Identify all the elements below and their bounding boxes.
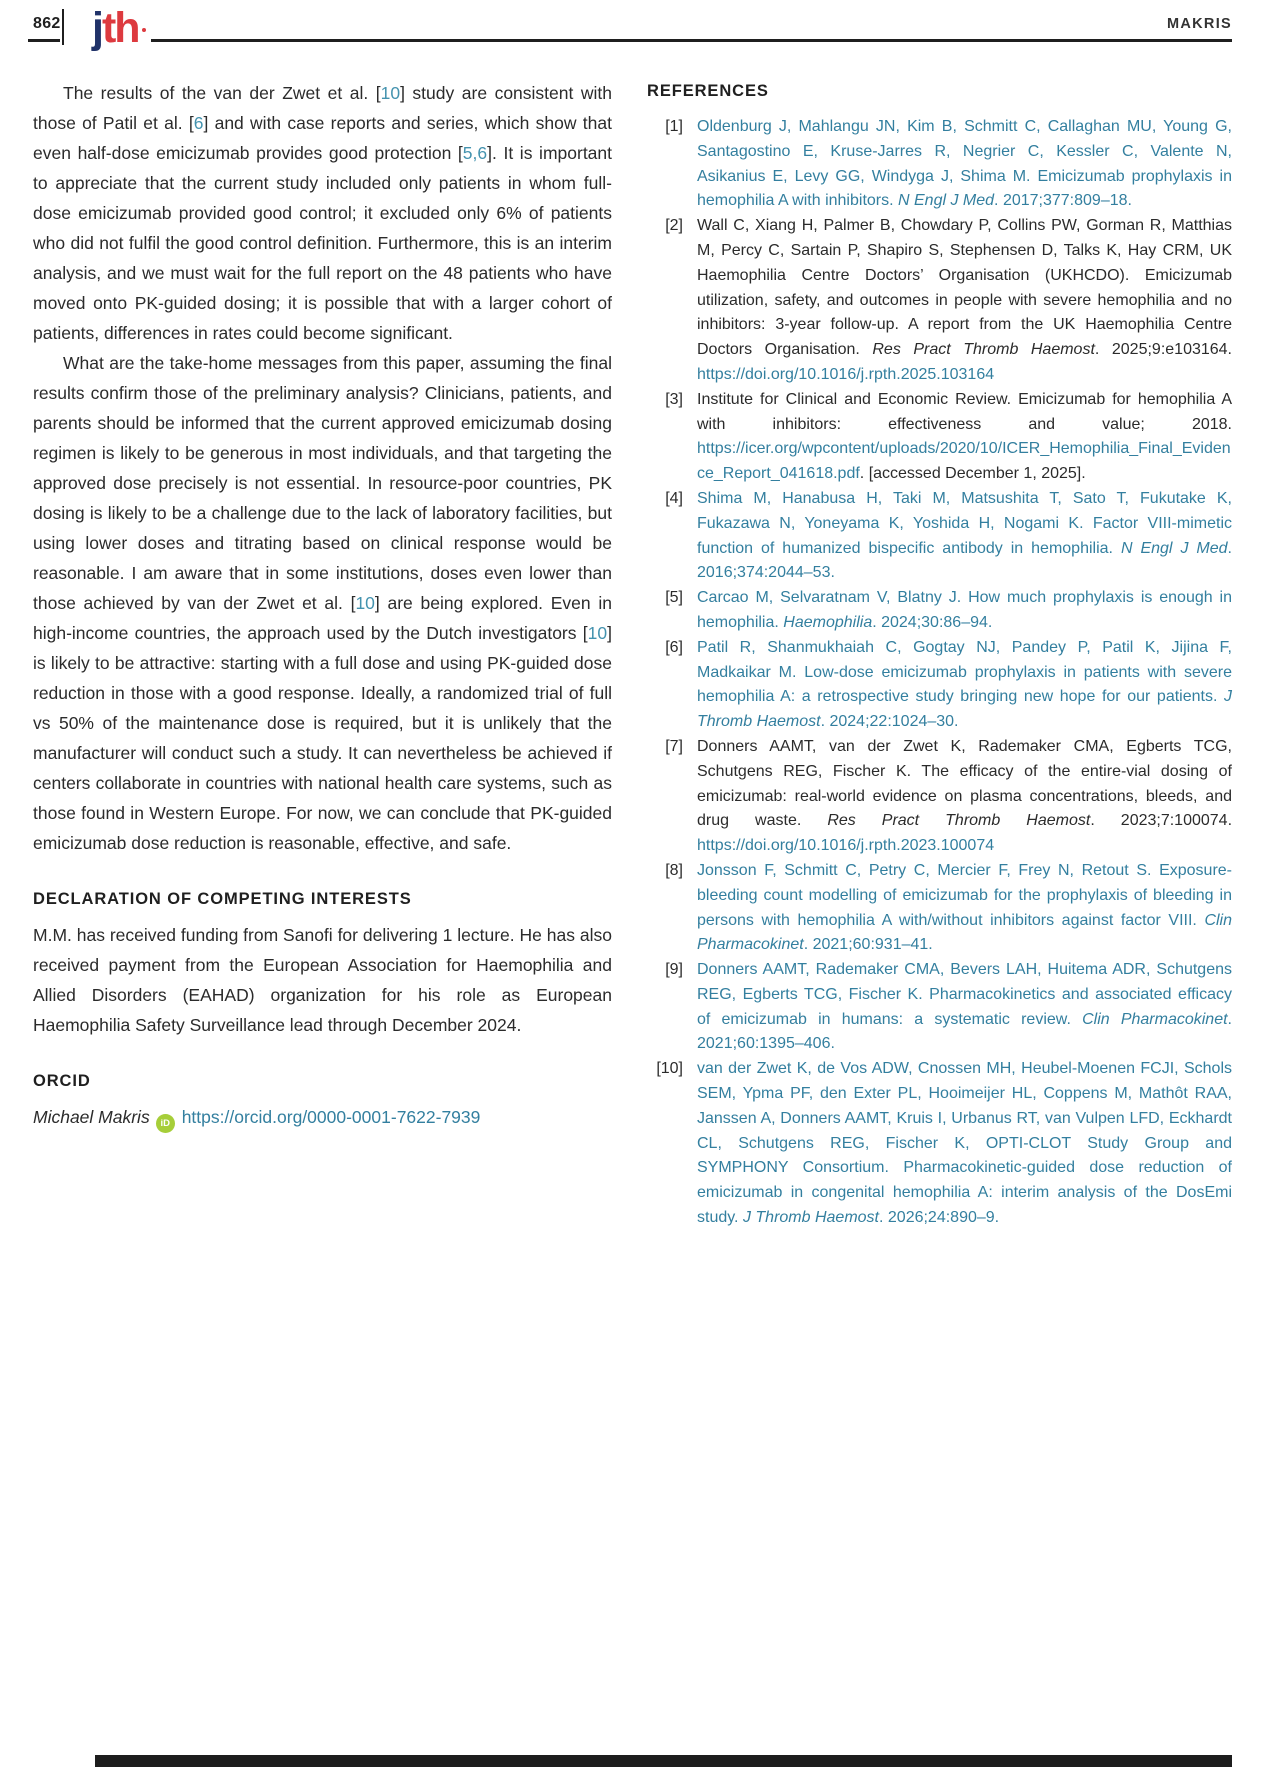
reference-text <box>697 958 1232 1057</box>
link-text[interactable]: J Thromb Haemost <box>697 688 1232 731</box>
link-text[interactable]: 5,6 <box>462 143 488 163</box>
reference-text <box>697 115 1232 214</box>
reference-item <box>647 586 1232 636</box>
text-segment: . [accessed December 1, 2025]. <box>859 465 1086 483</box>
reference-text <box>697 487 1232 586</box>
link-text[interactable]: . 2024;22:1024–30. <box>820 713 959 731</box>
text-segment: . 2023;7:100074. <box>1090 812 1233 830</box>
link-text[interactable]: Carcao M, Selvaratnam V, Blatny J. How much prophylaxis is enough in hemophilia. <box>697 589 1232 631</box>
reference-number: [9] <box>665 961 683 979</box>
page-number: 862 <box>33 15 61 32</box>
reference-text <box>697 859 1232 958</box>
reference-text <box>697 636 1232 735</box>
reference-text <box>697 586 1232 636</box>
link-text[interactable]: 10 <box>587 623 608 643</box>
references-column <box>647 80 1232 1231</box>
author-name: Michael Makris <box>33 1107 150 1127</box>
link-text[interactable]: Patil R, Shanmukhaiah C, Gogtay NJ, Pandey P, Patil K, Jijina F, Madkaikar M. Low-dose emicizumab prophylaxis in patients with severe hemophilia A: a retrospective study bringing new hope for our patients. <box>697 638 1232 706</box>
text-segment: Institute for Clinical and Economic Review. Emicizumab for hemophilia A with inhibitors: effectiveness and value; 2018. <box>697 390 1232 433</box>
reference-text <box>697 388 1232 487</box>
reference-item <box>647 1057 1232 1231</box>
link-text[interactable]: . 2021;60:931–41. <box>803 936 933 954</box>
body-paragraph-1 <box>33 78 612 348</box>
logo-trademark-dot <box>142 28 146 32</box>
link-text[interactable]: . 2026;24:890–9. <box>879 1209 1000 1227</box>
text-segment: ] is likely to be attractive: starting with a full dose and using PK-guided dose reduction in those with a good response. Ideally, a randomized trial of full vs 50% of the maintenance dose is required, but it is unlikely that the manufacturer will conduct such a study. It can nevertheless be achieved if centers collaborate in countries with national health care systems, such as those found in Western Europe. For now, we can conclude that PK-guided emicizumab dose reduction is reasonable, effective, and safe. <box>33 623 612 853</box>
link-text[interactable]: J Thromb Haemost <box>742 1209 879 1227</box>
link-text[interactable]: Oldenburg J, Mahlangu JN, Kim B, Schmitt C, Callaghan MU, Young G, Santagostino E, Kruse-Jarres R, Negrier C, Kessler C, Valente N, Asikanius E, Levy GG, Windyga J, Shima M. Emicizumab prophylaxis in hemophilia A with inhibitors. <box>697 118 1232 210</box>
link-text[interactable]: https://icer.org/wpcontent/uploads/2020/10/ICER_Hemophilia_Final_Evidence_Report_041618.pdf <box>697 440 1231 483</box>
reference-number: [3] <box>665 390 683 408</box>
orcid-line <box>33 1102 612 1133</box>
reference-number: [2] <box>665 217 683 235</box>
reference-number: [1] <box>665 118 683 135</box>
orcid-link[interactable]: https://orcid.org/0000-0001-7622-7939 <box>181 1107 481 1127</box>
reference-number: [10] <box>656 1060 683 1078</box>
text-segment: ] study are consistent with those of Patil et al. [ <box>33 83 612 133</box>
reference-item <box>647 735 1232 859</box>
body-paragraph-2 <box>33 348 612 858</box>
link-text[interactable]: . 2024;30:86–94. <box>872 613 993 631</box>
reference-number: [7] <box>665 737 683 755</box>
running-head-author: MAKRIS <box>1167 16 1232 32</box>
logo-letter-j: j <box>92 4 102 52</box>
text-segment: . 2025;9:e103164. <box>1094 341 1232 359</box>
text-segment: What are the take-home messages from this paper, assuming the final results confirm those of the preliminary analysis? Clinicians, patients, and parents should be informed that the current approved emicizumab dosing regimen is likely to be generous in most individuals, and that targeting the approved dose precisely is not essential. In resource-poor countries, PK dosing is likely to be a challenge due to the lack of laboratory facilities, but using lower doses and titrating based on clinical response would be reasonable. I am aware that in some institutions, doses even lower than those achieved by van der Zwet et al. [ <box>33 353 612 613</box>
link-text[interactable]: 10 <box>380 83 401 103</box>
link-text[interactable]: . 2017;377:809–18. <box>994 192 1132 210</box>
reference-item <box>647 115 1232 214</box>
reference-item <box>647 636 1232 735</box>
link-text[interactable]: . 2016;374:2044–53. <box>697 539 1232 582</box>
text-segment: ] are being explored. Even in high-income countries, the approach used by the Dutch investigators [ <box>33 593 612 643</box>
reference-item <box>647 859 1232 958</box>
link-text[interactable]: Clin Pharmacokinet <box>697 911 1232 954</box>
next-page-edge <box>95 1755 1232 1767</box>
link-text[interactable]: van der Zwet K, de Vos ADW, Cnossen MH, Heubel-Moenen FCJI, Schols SEM, Ypma PF, den Exter PL, Hooimeijer HL, Coppens M, Mathôt RAA, Janssen A, Donners AAMT, Kruis I, Urbanus RT, van Vulpen LFD, Eckhardt CL, Schutgens REG, Fischer K, OPTI-CLOT Study Group and SYMPHONY Consortium. Pharmacokinetic-guided dose reduction of emicizumab in congenital hemophilia A: interim analysis of the DosEmi study. <box>697 1060 1232 1227</box>
declaration-text: M.M. has received funding from Sanofi for delivering 1 lecture. He has also received payment from the European Association for Haemophilia and Allied Disorders (EAHAD) organization for his role as European Haemophilia Safety Surveillance lead through December 2024. <box>33 925 612 1035</box>
reference-number: [4] <box>665 489 683 507</box>
text-segment: Res Pract Thromb Haemost <box>827 812 1091 830</box>
reference-number: [8] <box>665 861 683 879</box>
header-rule-left <box>28 39 60 42</box>
link-text[interactable]: https://doi.org/10.1016/j.rpth.2025.103164 <box>697 365 995 383</box>
link-text[interactable]: Clin Pharmacokinet <box>1082 1010 1228 1028</box>
header-divider <box>62 9 64 45</box>
references-list <box>647 115 1232 1231</box>
jth-logo <box>92 5 139 52</box>
text-segment: Wall C, Xiang H, Palmer B, Chowdary P, Collins PW, Gorman R, Matthias M, Percy C, Sartain P, Shapiro S, Stephensen D, Talks K, Hay CRM, UK Haemophilia Centre Doctors’ Organisation (UKHCDO). Emicizumab utilization, safety, and outcomes in people with severe hemophilia and no inhibitors: 3-year follow-up. A report from the UK Haemophilia Centre Doctors Organisation. <box>697 217 1232 359</box>
reference-text <box>697 214 1232 388</box>
section-heading-references: REFERENCES <box>647 82 769 100</box>
reference-text <box>697 735 1232 859</box>
link-text[interactable]: . 2021;60:1395–406. <box>697 1010 1232 1053</box>
reference-item <box>647 487 1232 586</box>
text-segment: The results of the van der Zwet et al. [ <box>63 83 381 103</box>
orcid-icon[interactable]: iD <box>156 1114 175 1133</box>
reference-text <box>697 1057 1232 1231</box>
link-text[interactable]: Haemophilia <box>783 613 873 631</box>
reference-number: [5] <box>665 589 683 607</box>
header-rule <box>151 39 1232 42</box>
text-segment: Res Pract Thromb Haemost <box>872 341 1095 359</box>
logo-letters-th: th <box>101 4 139 52</box>
link-text[interactable]: N Engl J Med <box>898 192 995 210</box>
link-text[interactable]: 6 <box>193 113 204 133</box>
link-text[interactable]: Donners AAMT, Rademaker CMA, Bevers LAH, Huitema ADR, Schutgens REG, Egberts TCG, Fischer K. Pharmacokinetics and associated efficacy of emicizumab in humans: a systematic review. <box>697 961 1232 1028</box>
link-text[interactable]: Shima M, Hanabusa H, Taki M, Matsushita T, Sato T, Fukutake K, Fukazawa N, Yoneyama K, Yoshida H, Nogami K. Factor VIII-mimetic function of humanized bispecific antibody in hemophilia. <box>697 489 1232 557</box>
link-text[interactable]: N Engl J Med <box>1120 539 1228 557</box>
reference-item <box>647 388 1232 487</box>
text-segment: ] and with case reports and series, which show that even half-dose emicizumab provides good protection [ <box>33 113 612 163</box>
text-segment: Donners AAMT, van der Zwet K, Rademaker CMA, Egberts TCG, Schutgens REG, Fischer K. The efficacy of the entire-vial dosing of emicizumab: real-world evidence on plasma concentrations, bleeds, and drug waste. <box>697 737 1232 830</box>
reference-item <box>647 214 1232 388</box>
link-text[interactable]: Jonsson F, Schmitt C, Petry C, Mercier F, Frey N, Retout S. Exposure-bleeding count modelling of emicizumab for the prophylaxis of bleeding in persons with hemophilia A with/without inhibitors against factor VIII. <box>697 861 1232 929</box>
section-heading-declaration: DECLARATION OF COMPETING INTERESTS <box>33 890 412 908</box>
link-text[interactable]: https://doi.org/10.1016/j.rpth.2023.100074 <box>697 837 995 855</box>
reference-item <box>647 958 1232 1057</box>
link-text[interactable]: 10 <box>355 593 375 613</box>
left-column <box>33 78 612 1133</box>
text-segment: ]. It is important to appreciate that the current study included only patients in whom full-dose emicizumab provided good control; it excluded only 6% of patients who did not fulfil the good control definition. Furthermore, this is an interim analysis, and we must wait for the full report on the 48 patients who have moved onto PK-guided dosing; it is possible that with a larger cohort of patients, differences in rates could become significant. <box>33 143 613 343</box>
section-heading-orcid: ORCID <box>33 1072 91 1090</box>
reference-number: [6] <box>665 638 683 656</box>
